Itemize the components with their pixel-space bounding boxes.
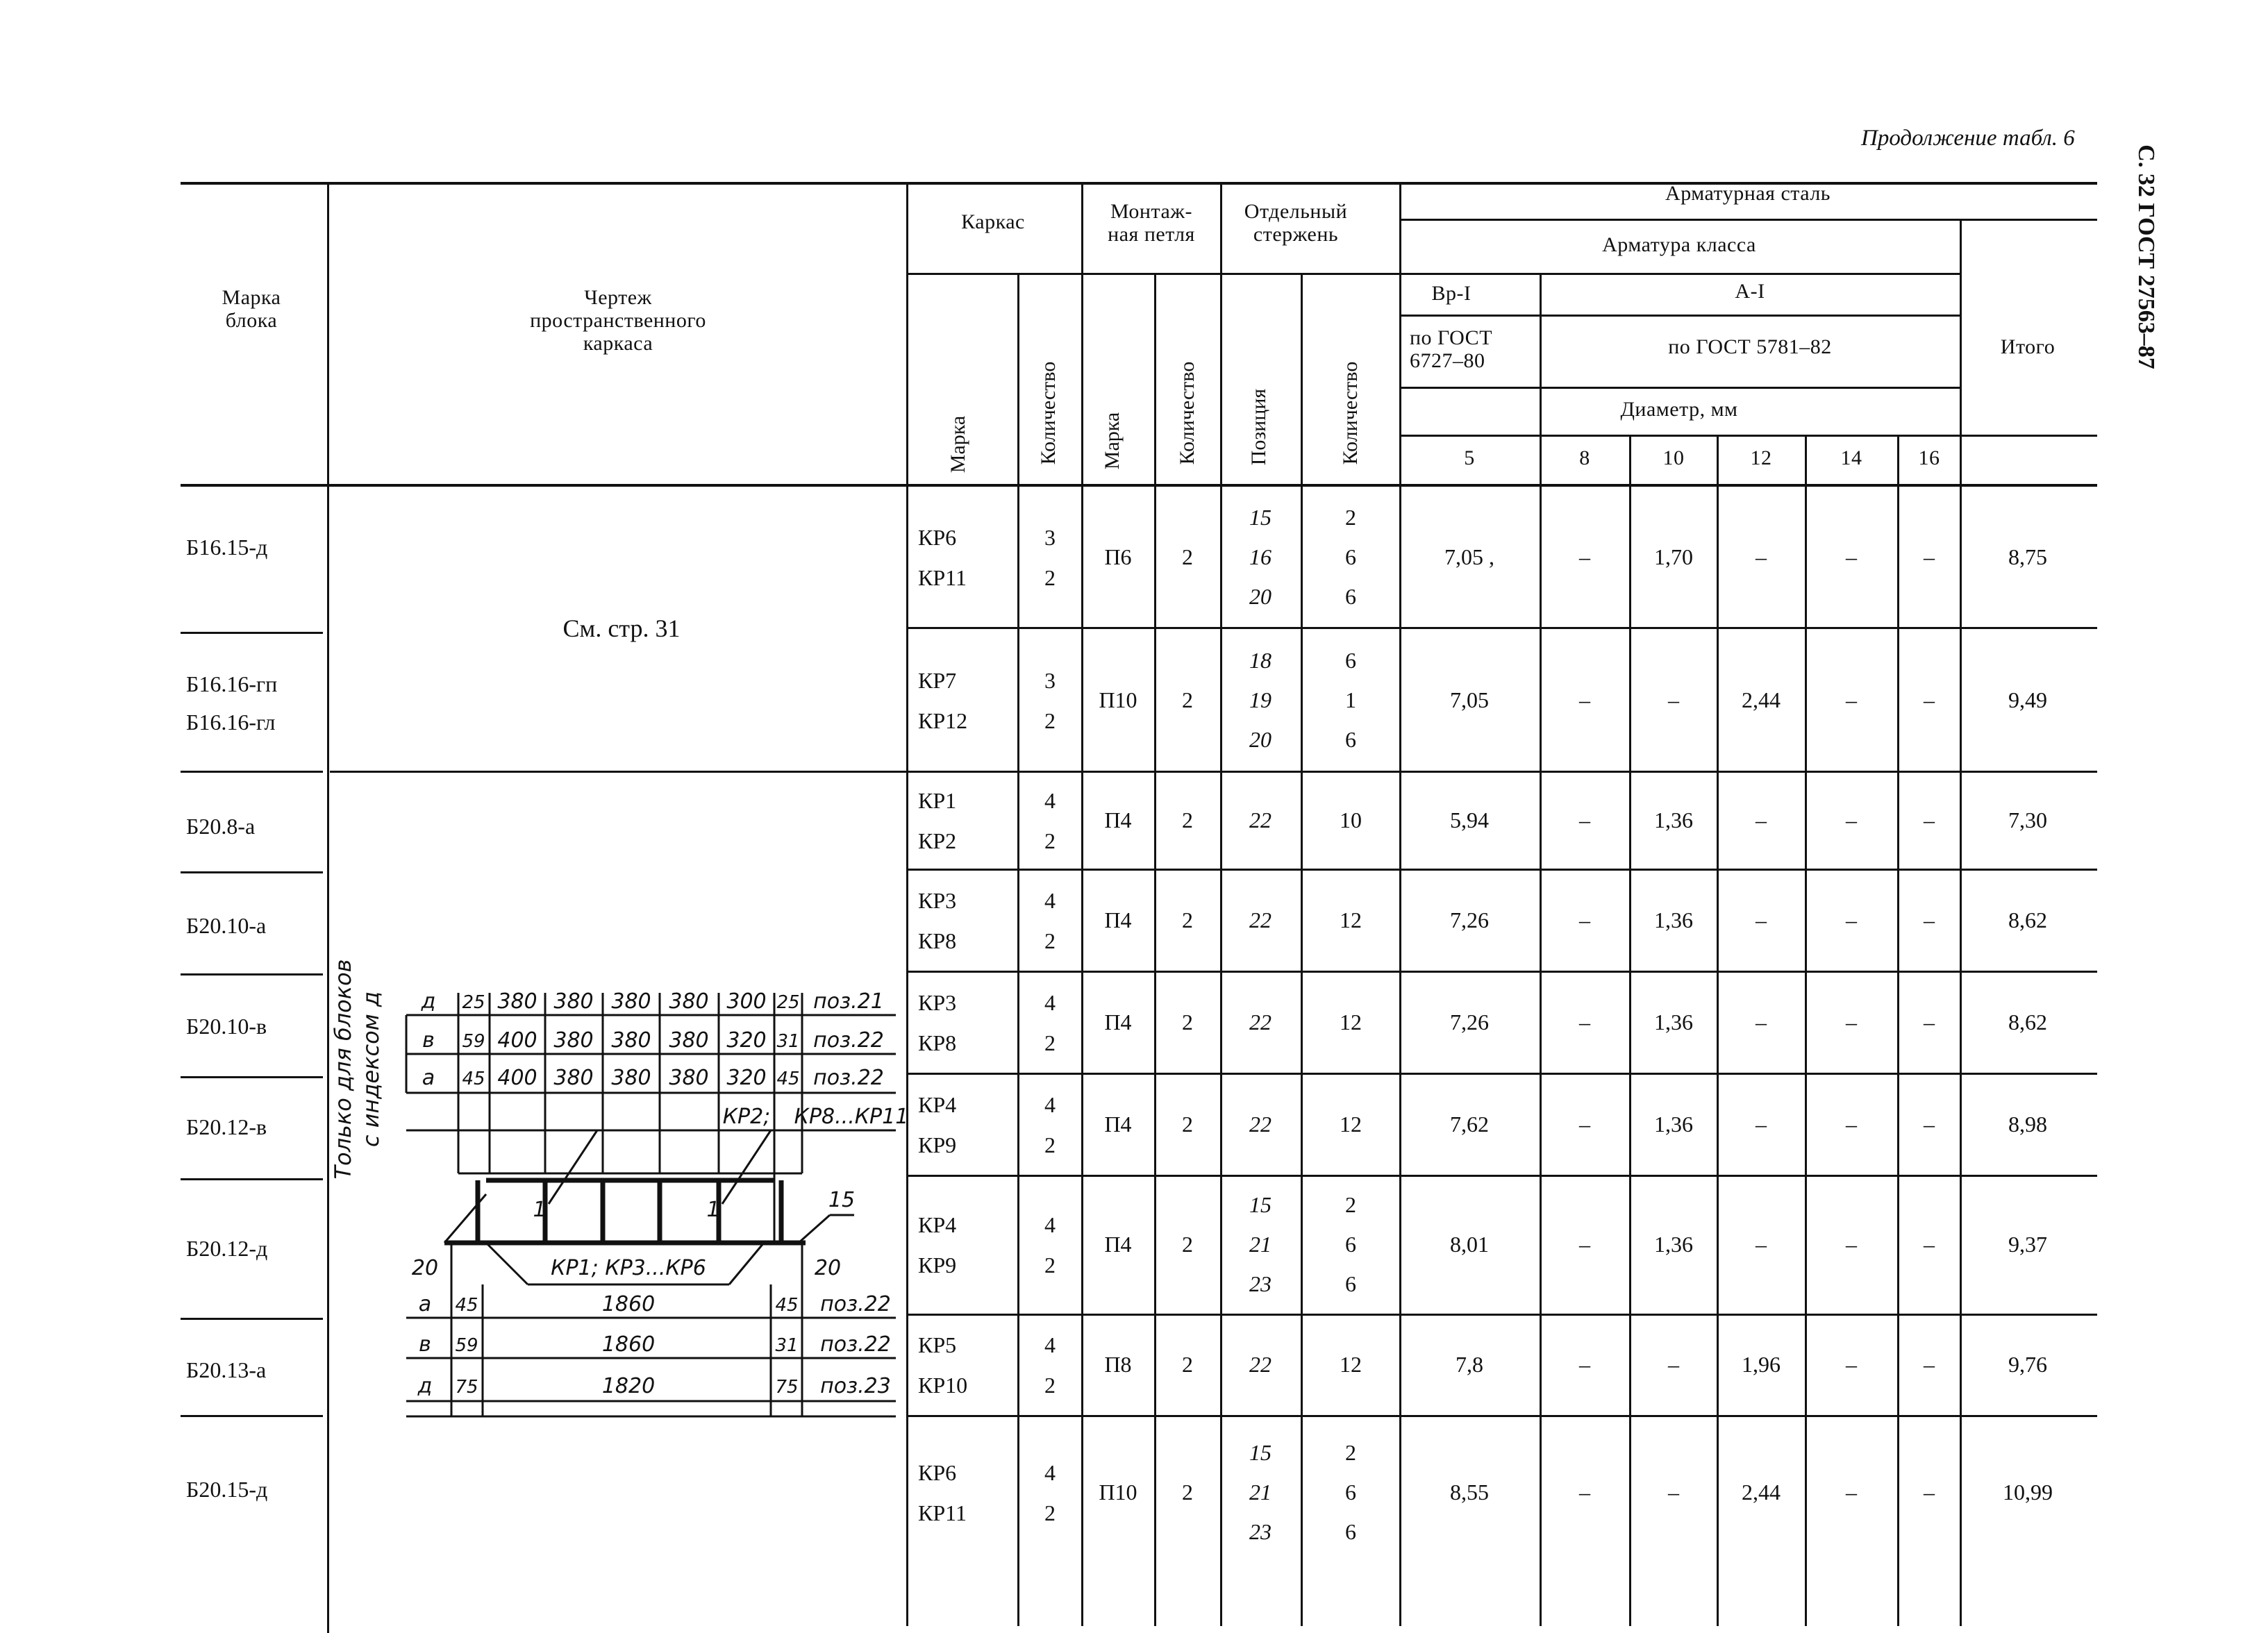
diam-value-d5: 7,26 (1450, 907, 1489, 932)
dim-value: 380 (669, 989, 709, 1014)
karkas-qty: 4 (1044, 1460, 1056, 1485)
rod-qty: 6 (1345, 1519, 1356, 1544)
rod-qty: 12 (1340, 907, 1362, 932)
rod-position: 23 (1249, 1271, 1271, 1296)
header-montazh-l1: Монтаж- (1110, 200, 1192, 223)
karkas-qty: 2 (1044, 1132, 1056, 1157)
header-otdelny-l1: Отдельный (1244, 200, 1348, 223)
karkas-mark: КР7 (918, 667, 957, 693)
rod-position: 22 (1249, 1009, 1271, 1035)
karkas-qty: 4 (1044, 1091, 1056, 1117)
dim-mid: 1860 (601, 1332, 656, 1357)
karkas-qty: 2 (1044, 1030, 1056, 1055)
diam-value-d8: – (1579, 1009, 1590, 1035)
callout-1a: 1 (533, 1198, 547, 1222)
total-value: 8,75 (2008, 544, 2047, 569)
diam-8: 8 (1579, 446, 1590, 469)
diam-value-d5: 7,05 , (1444, 544, 1494, 569)
diam-value-d8: – (1579, 907, 1590, 932)
dim-poz-bottom: поз.23 (820, 1374, 891, 1398)
diam-value-d10: – (1668, 687, 1679, 712)
header-itogo: Итого (2000, 335, 2056, 358)
diam-value-d5: 8,55 (1450, 1480, 1489, 1505)
header-chertezh-l2: пространственного (530, 309, 706, 332)
header-petlya-kol: Количество (1176, 361, 1199, 465)
diam-value-d8: – (1579, 1232, 1590, 1257)
dim-index: а (422, 1066, 435, 1090)
rod-qty: 12 (1340, 1111, 1362, 1137)
diam-value-d16: – (1924, 1111, 1935, 1137)
dim-value: 380 (497, 989, 537, 1014)
dim-poz-bottom: поз.22 (820, 1332, 891, 1357)
karkas-mark: КР3 (918, 887, 957, 913)
diam-value-d5: 7,05 (1450, 687, 1489, 712)
dim-value: 380 (611, 1066, 651, 1090)
petlya-mark: П10 (1099, 1480, 1137, 1505)
petlya-qty: 2 (1182, 1232, 1193, 1257)
frame-heavy-lines (444, 1180, 806, 1243)
dim-value: 300 (726, 989, 767, 1014)
rod-qty: 6 (1345, 1232, 1356, 1257)
diam-value-d14: – (1846, 687, 1857, 712)
rod-position: 22 (1249, 807, 1271, 832)
rod-position: 19 (1249, 687, 1271, 712)
petlya-qty: 2 (1182, 1009, 1193, 1035)
block-mark: Б16.16-гл (186, 710, 276, 735)
diam-value-d12: 2,44 (1742, 687, 1781, 712)
diam-value-d5: 7,62 (1450, 1111, 1489, 1137)
right-20-label: 20 (814, 1256, 842, 1280)
petlya-mark: П4 (1104, 1009, 1132, 1035)
rod-position: 15 (1249, 504, 1271, 530)
diam-value-d10: 1,36 (1654, 907, 1693, 932)
diam-value-d12: – (1756, 907, 1767, 932)
diam-value-d8: – (1579, 1480, 1590, 1505)
kp2-label: КР2; (722, 1105, 771, 1129)
diam-value-d10: 1,36 (1654, 1009, 1693, 1035)
diam-value-d12: – (1756, 807, 1767, 832)
rod-qty: 2 (1345, 1192, 1356, 1217)
block-mark: Б20.12-д (186, 1236, 268, 1261)
callout-1b: 1 (706, 1198, 720, 1222)
petlya-qty: 2 (1182, 907, 1193, 932)
diam-value-d12: 1,96 (1742, 1352, 1781, 1377)
dim-value: 380 (553, 1028, 594, 1053)
rod-position: 15 (1249, 1440, 1271, 1465)
diam-value-d10: – (1668, 1480, 1679, 1505)
header-chertezh-l3: каркаса (583, 332, 653, 355)
diam-value-d14: – (1846, 1232, 1857, 1257)
karkas-mark: КР2 (918, 828, 957, 853)
rod-position: 21 (1249, 1232, 1271, 1257)
dim-index: д (421, 989, 436, 1014)
dim-index-bottom: д (417, 1374, 433, 1398)
header-sterzhen-kol: Количество (1339, 361, 1362, 465)
karkas-mark: КР8 (918, 1030, 957, 1055)
side-note-line1: Только для блоков (330, 959, 356, 1180)
diam-value-d14: – (1846, 544, 1857, 569)
dim-value: 400 (497, 1028, 537, 1053)
dim-value: 380 (553, 1066, 594, 1090)
block-mark: Б20.8-а (186, 814, 256, 839)
diam-value-d16: – (1924, 687, 1935, 712)
dim-value: 380 (553, 989, 594, 1014)
header-gost1-l1: по ГОСТ (1410, 326, 1493, 349)
dim-value: 45 (776, 1069, 800, 1089)
karkas-qty: 4 (1044, 787, 1056, 813)
diam-value-d10: 1,36 (1654, 807, 1693, 832)
petlya-qty: 2 (1182, 544, 1193, 569)
diam-value-d14: – (1846, 907, 1857, 932)
total-value: 8,98 (2008, 1111, 2047, 1137)
dim-value: 380 (611, 1028, 651, 1053)
karkas-qty: 4 (1044, 887, 1056, 913)
diam-5: 5 (1464, 446, 1475, 469)
total-value: 10,99 (2003, 1480, 2053, 1505)
rod-position: 18 (1249, 647, 1271, 673)
header-poz: Позиция (1247, 388, 1270, 466)
diam-value-d14: – (1846, 1111, 1857, 1137)
dim-right: 31 (775, 1335, 799, 1356)
diam-value-d5: 7,26 (1450, 1009, 1489, 1035)
petlya-qty: 2 (1182, 1111, 1193, 1137)
header-marka-bloka-l2: блока (225, 309, 278, 332)
diam-value-d16: – (1924, 1009, 1935, 1035)
karkas-mark: КР12 (918, 707, 968, 733)
total-value: 8,62 (2008, 1009, 2047, 1035)
petlya-mark: П4 (1104, 1111, 1132, 1137)
petlya-mark: П10 (1099, 687, 1137, 712)
petlya-qty: 2 (1182, 807, 1193, 832)
total-value: 9,37 (2008, 1232, 2047, 1257)
diam-value-d16: – (1924, 807, 1935, 832)
callout-15: 15 (828, 1188, 856, 1212)
rod-qty: 12 (1340, 1352, 1362, 1377)
rod-qty: 6 (1345, 583, 1356, 609)
dim-poz: поз.22 (813, 1028, 884, 1053)
petlya-mark: П4 (1104, 1232, 1132, 1257)
dim-value: 45 (462, 1069, 485, 1089)
karkas-mark: КР1 (918, 787, 957, 813)
rod-qty: 6 (1345, 1480, 1356, 1505)
diam-16: 16 (1918, 446, 1940, 469)
petlya-mark: П4 (1104, 807, 1132, 832)
rod-qty: 6 (1345, 726, 1356, 752)
karkas-qty: 2 (1044, 564, 1056, 590)
dim-value: 380 (669, 1028, 709, 1053)
diam-value-d5: 5,94 (1450, 807, 1489, 832)
diam-value-d10: – (1668, 1352, 1679, 1377)
dim-value: 380 (669, 1066, 709, 1090)
dim-poz: поз.22 (813, 1066, 884, 1090)
karkas-mark: КР9 (918, 1132, 957, 1157)
petlya-qty: 2 (1182, 1352, 1193, 1377)
rod-qty: 6 (1345, 1271, 1356, 1296)
dim-value: 25 (462, 992, 485, 1013)
dim-value: 320 (726, 1028, 767, 1053)
karkas-mark: КР5 (918, 1332, 957, 1357)
total-value: 9,49 (2008, 687, 2047, 712)
dim-left: 59 (455, 1335, 478, 1356)
dim-right: 75 (775, 1377, 799, 1398)
block-mark: Б20.10-в (186, 1014, 267, 1039)
dim-poz-bottom: поз.22 (820, 1292, 891, 1316)
karkas-qty: 2 (1044, 928, 1056, 953)
karkas-qty: 2 (1044, 1253, 1056, 1278)
header-gost2: по ГОСТ 5781–82 (1668, 335, 1832, 358)
rod-position: 22 (1249, 1352, 1271, 1377)
dim-value: 31 (776, 1031, 800, 1052)
dim-index-bottom: а (418, 1292, 432, 1316)
karkas-qty: 2 (1044, 828, 1056, 853)
karkas-qty: 4 (1044, 989, 1056, 1015)
diam-value-d14: – (1846, 1352, 1857, 1377)
block-mark: Б16.15-д (186, 535, 268, 560)
block-mark: Б20.12-в (186, 1114, 267, 1139)
diam-value-d12: – (1756, 1111, 1767, 1137)
block-mark: Б16.16-гп (186, 671, 278, 696)
karkas-mark: КР11 (918, 564, 967, 590)
diam-value-d5: 8,01 (1450, 1232, 1489, 1257)
total-value: 7,30 (2008, 807, 2047, 832)
diam-value-d16: – (1924, 1352, 1935, 1377)
diam-value-d8: – (1579, 1352, 1590, 1377)
rod-qty: 10 (1340, 807, 1362, 832)
diam-value-d14: – (1846, 1009, 1857, 1035)
header-montazh-l2: ная петля (1108, 223, 1195, 246)
petlya-mark: П4 (1104, 907, 1132, 932)
karkas-qty: 2 (1044, 707, 1056, 733)
rod-qty: 6 (1345, 544, 1356, 569)
diam-value-d8: – (1579, 544, 1590, 569)
total-value: 9,76 (2008, 1352, 2047, 1377)
block-mark: Б20.15-д (186, 1477, 268, 1502)
diam-value-d10: 1,70 (1654, 544, 1693, 569)
diam-14: 14 (1840, 446, 1862, 469)
dim-index: в (422, 1028, 435, 1053)
karkas-mark: КР8 (918, 928, 957, 953)
rod-qty: 12 (1340, 1009, 1362, 1035)
standard-label: С. 32 ГОСТ 27563–87 (2133, 144, 2159, 369)
karkas-mark: КР9 (918, 1253, 957, 1278)
rod-position: 20 (1249, 726, 1271, 752)
rod-position: 16 (1249, 544, 1271, 569)
petlya-qty: 2 (1182, 687, 1193, 712)
diam-value-d8: – (1579, 687, 1590, 712)
dim-value: 59 (462, 1031, 485, 1052)
rod-position: 15 (1249, 1192, 1271, 1217)
rod-position: 23 (1249, 1519, 1271, 1544)
petlya-qty: 2 (1182, 1480, 1193, 1505)
header-a1: А-I (1735, 280, 1765, 303)
rod-position: 20 (1249, 583, 1271, 609)
diam-value-d5: 7,8 (1456, 1352, 1483, 1377)
header-chertezh-l1: Чертеж (584, 286, 652, 309)
karkas-qty: 2 (1044, 1500, 1056, 1525)
dim-left: 45 (455, 1295, 478, 1316)
karkas-qty: 3 (1044, 524, 1056, 550)
rod-qty: 2 (1345, 504, 1356, 530)
dim-mid: 1860 (601, 1292, 656, 1316)
diam-value-d10: 1,36 (1654, 1232, 1693, 1257)
petlya-mark: П6 (1104, 544, 1132, 569)
dim-value: 25 (776, 992, 800, 1013)
dim-left: 75 (455, 1377, 478, 1398)
header-karkas-kol: Количество (1037, 361, 1060, 465)
dim-value: 320 (726, 1066, 767, 1090)
karkas-mark: КР6 (918, 1460, 957, 1485)
karkas-mark: КР4 (918, 1091, 957, 1117)
karkas-mark: КР4 (918, 1212, 957, 1237)
block-mark: Б20.13-а (186, 1357, 267, 1382)
dim-right: 45 (775, 1295, 799, 1316)
rod-qty: 1 (1345, 687, 1356, 712)
rod-qty: 6 (1345, 647, 1356, 673)
header-steel: Арматурная сталь (1665, 182, 1831, 205)
rod-position: 21 (1249, 1480, 1271, 1505)
dim-index-bottom: в (419, 1332, 431, 1357)
side-note-line2: с индексом д (358, 991, 384, 1148)
rod-qty: 2 (1345, 1440, 1356, 1465)
diam-value-d16: – (1924, 907, 1935, 932)
karkas-mark: КР10 (918, 1373, 968, 1398)
diam-value-d12: – (1756, 1009, 1767, 1035)
karkas-mark: КР11 (918, 1500, 967, 1525)
dim-poz: поз.21 (813, 989, 884, 1014)
dim-value: 380 (611, 989, 651, 1014)
diam-value-d14: – (1846, 1480, 1857, 1505)
karkas-qty: 3 (1044, 667, 1056, 693)
rod-position: 22 (1249, 907, 1271, 932)
karkas-mark: КР3 (918, 989, 957, 1015)
karkas-mark: КР6 (918, 524, 957, 550)
diam-value-d16: – (1924, 1232, 1935, 1257)
kp-bottom-label: КР1; КР3...КР6 (551, 1256, 706, 1280)
dim-mid: 1820 (601, 1374, 656, 1398)
diam-value-d12: 2,44 (1742, 1480, 1781, 1505)
diam-value-d8: – (1579, 1111, 1590, 1137)
rod-position: 22 (1249, 1111, 1271, 1137)
see-page-note: См. стр. 31 (562, 614, 681, 642)
karkas-qty: 4 (1044, 1332, 1056, 1357)
diam-value-d12: – (1756, 1232, 1767, 1257)
continuation-label: Продолжение табл. 6 (1861, 126, 2075, 151)
header-karkas: Каркас (961, 210, 1025, 233)
header-karkas-marka: Марка (947, 415, 969, 474)
diam-value-d16: – (1924, 544, 1935, 569)
diam-12: 12 (1750, 446, 1772, 469)
diam-value-d10: 1,36 (1654, 1111, 1693, 1137)
karkas-qty: 4 (1044, 1212, 1056, 1237)
header-diam: Диаметр, мм (1620, 398, 1738, 421)
header-klass: Арматура класса (1602, 233, 1756, 256)
diam-value-d16: – (1924, 1480, 1935, 1505)
left-20-label: 20 (411, 1256, 439, 1280)
petlya-mark: П8 (1104, 1352, 1132, 1377)
diam-value-d14: – (1846, 807, 1857, 832)
kp8-label: КР8...КР11 (794, 1105, 909, 1129)
diam-value-d12: – (1756, 544, 1767, 569)
diam-10: 10 (1662, 446, 1685, 469)
dim-value: 400 (497, 1066, 537, 1090)
header-vr1: Вр-I (1431, 282, 1471, 305)
diam-value-d8: – (1579, 807, 1590, 832)
header-gost1-l2: 6727–80 (1410, 349, 1485, 372)
header-petlya-marka: Марка (1101, 412, 1124, 470)
block-mark: Б20.10-а (186, 913, 267, 938)
header-marka-bloka-l1: Марка (222, 286, 281, 309)
header-otdelny-l2: стержень (1253, 223, 1339, 246)
total-value: 8,62 (2008, 907, 2047, 932)
karkas-qty: 2 (1044, 1373, 1056, 1398)
